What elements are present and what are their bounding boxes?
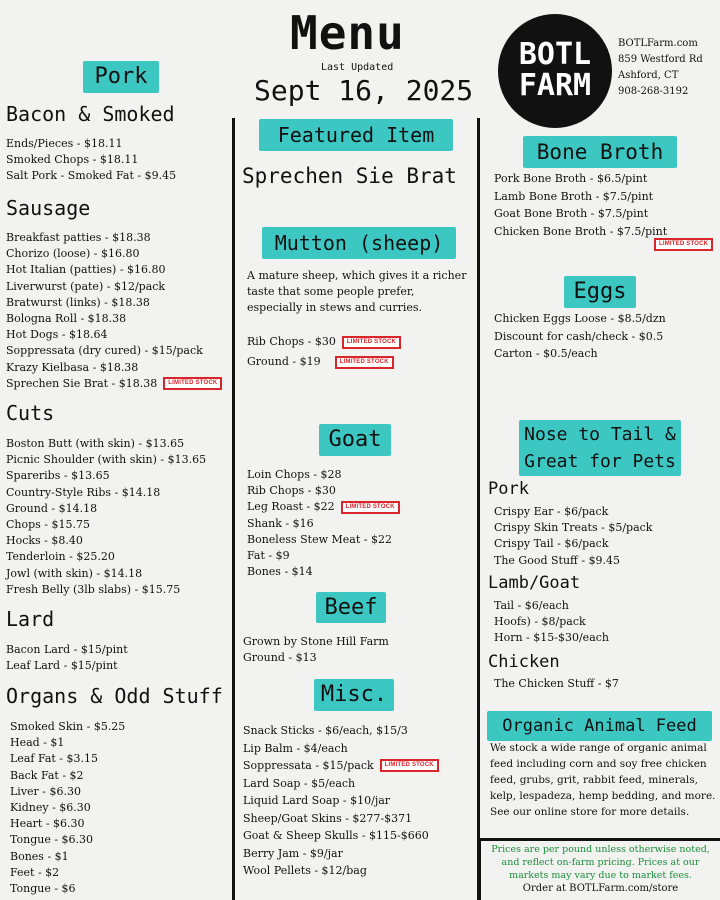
eggs-list <box>494 310 666 363</box>
list-item: Hocks - $8.40 <box>6 534 83 548</box>
mutton-list <box>247 332 401 372</box>
pets-lamb-goat-list <box>494 598 609 647</box>
organs-list <box>10 719 125 897</box>
list-item: Tail - $6/each <box>494 599 569 612</box>
list-item: Smoked Chops - $18.11 <box>6 153 139 167</box>
feed-title-box <box>487 711 712 741</box>
limited-stock-badge: LIMITED STOCK <box>342 336 401 349</box>
goat-title: Goat <box>328 427 382 452</box>
list-item: Crispy Skin Treats - $5/pack <box>494 521 653 535</box>
beef-title: Beef <box>324 595 378 620</box>
list-item: Salt Pork - Smoked Fat - $9.45 <box>6 169 177 183</box>
cuts-list <box>6 436 206 598</box>
mutton-description: A mature sheep, which gives it a richer taste that some people prefer, especially in stews and curries. <box>247 269 467 314</box>
pets-chicken-heading: Chicken <box>488 652 560 672</box>
order-link[interactable]: Order at BOTLFarm.com/store <box>522 883 679 894</box>
list-item: Sprechen Sie Brat - $18.38 LIMITED STOCK <box>6 376 222 392</box>
list-item: Chops - $15.75 <box>6 518 91 532</box>
list-item: Rib Chops - $30 <box>247 484 336 498</box>
pets-pork-heading: Pork <box>488 479 529 499</box>
last-updated-label: Last Updated <box>321 62 394 73</box>
list-item: Lard Soap - $5/each <box>243 776 356 790</box>
list-item: Chorizo (loose) - $16.80 <box>6 247 140 261</box>
bacon-smoked-heading: Bacon & Smoked <box>6 102 175 126</box>
limited-stock-badge: LIMITED STOCK <box>335 356 394 369</box>
pricing-note: Prices are per pound unless otherwise noted, and reflect on-farm pricing. Prices at our markets may vary due to market fees. <box>491 844 710 881</box>
list-item: Liverwurst (pate) - $12/pack <box>6 279 166 293</box>
list-item: Bones - $14 <box>247 565 313 579</box>
list-item: Horn - $15-$30/each <box>494 631 609 645</box>
list-item: Ground - $14.18 <box>6 501 98 515</box>
list-item: Bologna Roll - $18.38 <box>6 312 127 326</box>
pets-lamb-goat-heading: Lamb/Goat <box>488 573 581 593</box>
beef-title-box <box>316 592 386 623</box>
lard-list <box>6 642 128 674</box>
logo-line1: BOTL <box>518 37 592 72</box>
list-item: Tongue - $6 <box>10 882 76 896</box>
eggs-title-box <box>564 276 636 308</box>
pets-title-line2: Great for Pets <box>524 451 676 472</box>
list-item: Bratwurst (links) - $18.38 <box>6 295 150 309</box>
bacon-smoked-list <box>6 136 176 185</box>
list-item: Ends/Pieces - $18.11 <box>6 137 123 150</box>
updated-date: Sept 16, 2025 <box>254 74 474 107</box>
bone-broth-list <box>494 170 667 240</box>
list-item: Goat Bone Broth - $7.5/pint <box>494 207 649 220</box>
list-item: Back Fat - $2 <box>10 768 84 782</box>
list-item: Soppressata (dry cured) - $15/pack <box>6 344 203 358</box>
list-item: Boneless Stew Meat - $22 <box>247 532 392 546</box>
list-item: Heart - $6.30 <box>10 817 85 831</box>
beef-list <box>243 634 389 666</box>
list-item: Chicken Eggs Loose - $8.5/dzn <box>494 312 666 325</box>
mutton-title-box <box>262 227 456 259</box>
list-item: Bones - $1 <box>10 849 69 863</box>
list-item: Carton - $0.5/each <box>494 347 598 360</box>
list-item: Boston Butt (with skin) - $13.65 <box>6 437 185 450</box>
list-item: Discount for cash/check - $0.5 <box>494 329 664 343</box>
list-item: Krazy Kielbasa - $18.38 <box>6 360 139 374</box>
list-item: Snack Sticks - $6/each, $15/3 <box>243 724 408 737</box>
footer-note-box <box>478 838 720 900</box>
list-item: Grown by Stone Hill Farm <box>243 635 389 648</box>
logo-line2: FARM <box>518 68 592 103</box>
limited-stock-badge: LIMITED STOCK <box>341 501 400 514</box>
list-item: Head - $1 <box>10 736 65 750</box>
list-item: Shank - $16 <box>247 516 314 530</box>
list-item: Berry Jam - $9/jar <box>243 846 343 860</box>
list-item: Rib Chops - $30 LIMITED STOCK <box>247 332 401 352</box>
contact-phone: 908-268-3192 <box>618 86 689 97</box>
list-item: Leaf Fat - $3.15 <box>10 752 99 766</box>
botl-farm-logo <box>498 14 612 128</box>
misc-list <box>243 722 439 880</box>
list-item: Liver - $6.30 <box>10 784 82 798</box>
list-item: Pork Bone Broth - $6.5/pint <box>494 172 648 185</box>
list-item: Leg Roast - $22 LIMITED STOCK <box>247 499 400 515</box>
list-item: Crispy Ear - $6/pack <box>494 505 609 518</box>
contact-address2: Ashford, CT <box>618 70 679 81</box>
lard-heading: Lard <box>6 607 55 631</box>
menu-title: Menu <box>290 6 405 60</box>
list-item: Kidney - $6.30 <box>10 801 91 815</box>
list-item: Spareribs - $13.65 <box>6 469 110 483</box>
pets-title-line1: Nose to Tail & <box>524 424 676 445</box>
sausage-list <box>6 230 222 392</box>
feed-description: We stock a wide range of organic animal feed including corn and soy free chicken feed, grubs, grit, rabbit feed, minerals, kelp, lespadeza, hemp bedding, and more. See our online store for more details. <box>490 742 716 818</box>
list-item: Liquid Lard Soap - $10/jar <box>243 794 391 807</box>
pork-title-box <box>83 61 159 93</box>
cuts-heading: Cuts <box>6 401 55 425</box>
list-item: Tongue - $6.30 <box>10 833 94 847</box>
misc-title: Misc. <box>320 682 388 707</box>
list-item: The Chicken Stuff - $7 <box>494 677 619 690</box>
list-item: Bacon Lard - $15/pint <box>6 643 128 656</box>
list-item: Ground - $13 <box>243 651 317 665</box>
list-item: Loin Chops - $28 <box>247 468 342 481</box>
limited-stock-badge: LIMITED STOCK <box>654 238 713 251</box>
list-item: Tenderloin - $25.20 <box>6 550 115 564</box>
list-item: Chicken Bone Broth - $7.5/pint <box>494 224 668 238</box>
bone-broth-title: Bone Broth <box>536 140 664 164</box>
contact-info <box>618 36 703 100</box>
goat-title-box <box>319 424 391 456</box>
contact-website: BOTLFarm.com <box>618 38 698 49</box>
column-divider-right <box>477 118 480 900</box>
list-item: Breakfast patties - $18.38 <box>6 231 151 244</box>
list-item: Leaf Lard - $15/pint <box>6 659 118 673</box>
mutton-title: Mutton (sheep) <box>274 231 444 255</box>
list-item: Fat - $9 <box>247 549 290 563</box>
featured-title: Featured Item <box>277 123 435 147</box>
misc-title-box <box>314 679 394 711</box>
list-item: Sheep/Goat Skins - $277-$371 <box>243 811 413 825</box>
pork-title: Pork <box>94 64 148 89</box>
list-item: Smoked Skin - $5.25 <box>10 720 126 733</box>
sausage-heading: Sausage <box>6 196 91 220</box>
list-item: Feet - $2 <box>10 865 60 879</box>
list-item: Jowl (with skin) - $14.18 <box>6 566 143 580</box>
limited-stock-badge: LIMITED STOCK <box>163 377 222 390</box>
pets-title-box <box>519 420 681 476</box>
organs-heading: Organs & Odd Stuff <box>6 684 223 708</box>
list-item: Goat & Sheep Skulls - $115-$660 <box>243 829 429 842</box>
list-item: Soppressata - $15/pack LIMITED STOCK <box>243 757 439 775</box>
featured-item: Sprechen Sie Brat <box>242 164 457 188</box>
featured-title-box <box>259 119 453 151</box>
bone-broth-title-box <box>523 136 677 168</box>
list-item: The Good Stuff - $9.45 <box>494 553 621 567</box>
contact-address1: 859 Westford Rd <box>618 54 703 65</box>
list-item: Fresh Belly (3lb slabs) - $15.75 <box>6 582 181 596</box>
goat-list <box>247 467 400 580</box>
pets-chicken-list <box>494 676 619 692</box>
list-item: Lamb Bone Broth - $7.5/pint <box>494 189 654 203</box>
column-divider-left <box>232 118 235 900</box>
list-item: Ground - $19 LIMITED STOCK <box>247 352 401 372</box>
feed-title: Organic Animal Feed <box>502 716 697 736</box>
list-item: Lip Balm - $4/each <box>243 741 348 755</box>
list-item: Hoofs) - $8/pack <box>494 615 586 629</box>
pets-pork-list <box>494 504 652 569</box>
list-item: Crispy Tail - $6/pack <box>494 537 609 551</box>
list-item: Hot Italian (patties) - $16.80 <box>6 263 166 277</box>
eggs-title: Eggs <box>573 279 627 304</box>
list-item: Wool Pellets - $12/bag <box>243 864 367 877</box>
list-item: Hot Dogs - $18.64 <box>6 328 108 342</box>
list-item: Picnic Shoulder (with skin) - $13.65 <box>6 453 207 467</box>
list-item: Country-Style Ribs - $14.18 <box>6 485 161 499</box>
limited-stock-badge: LIMITED STOCK <box>380 759 439 772</box>
